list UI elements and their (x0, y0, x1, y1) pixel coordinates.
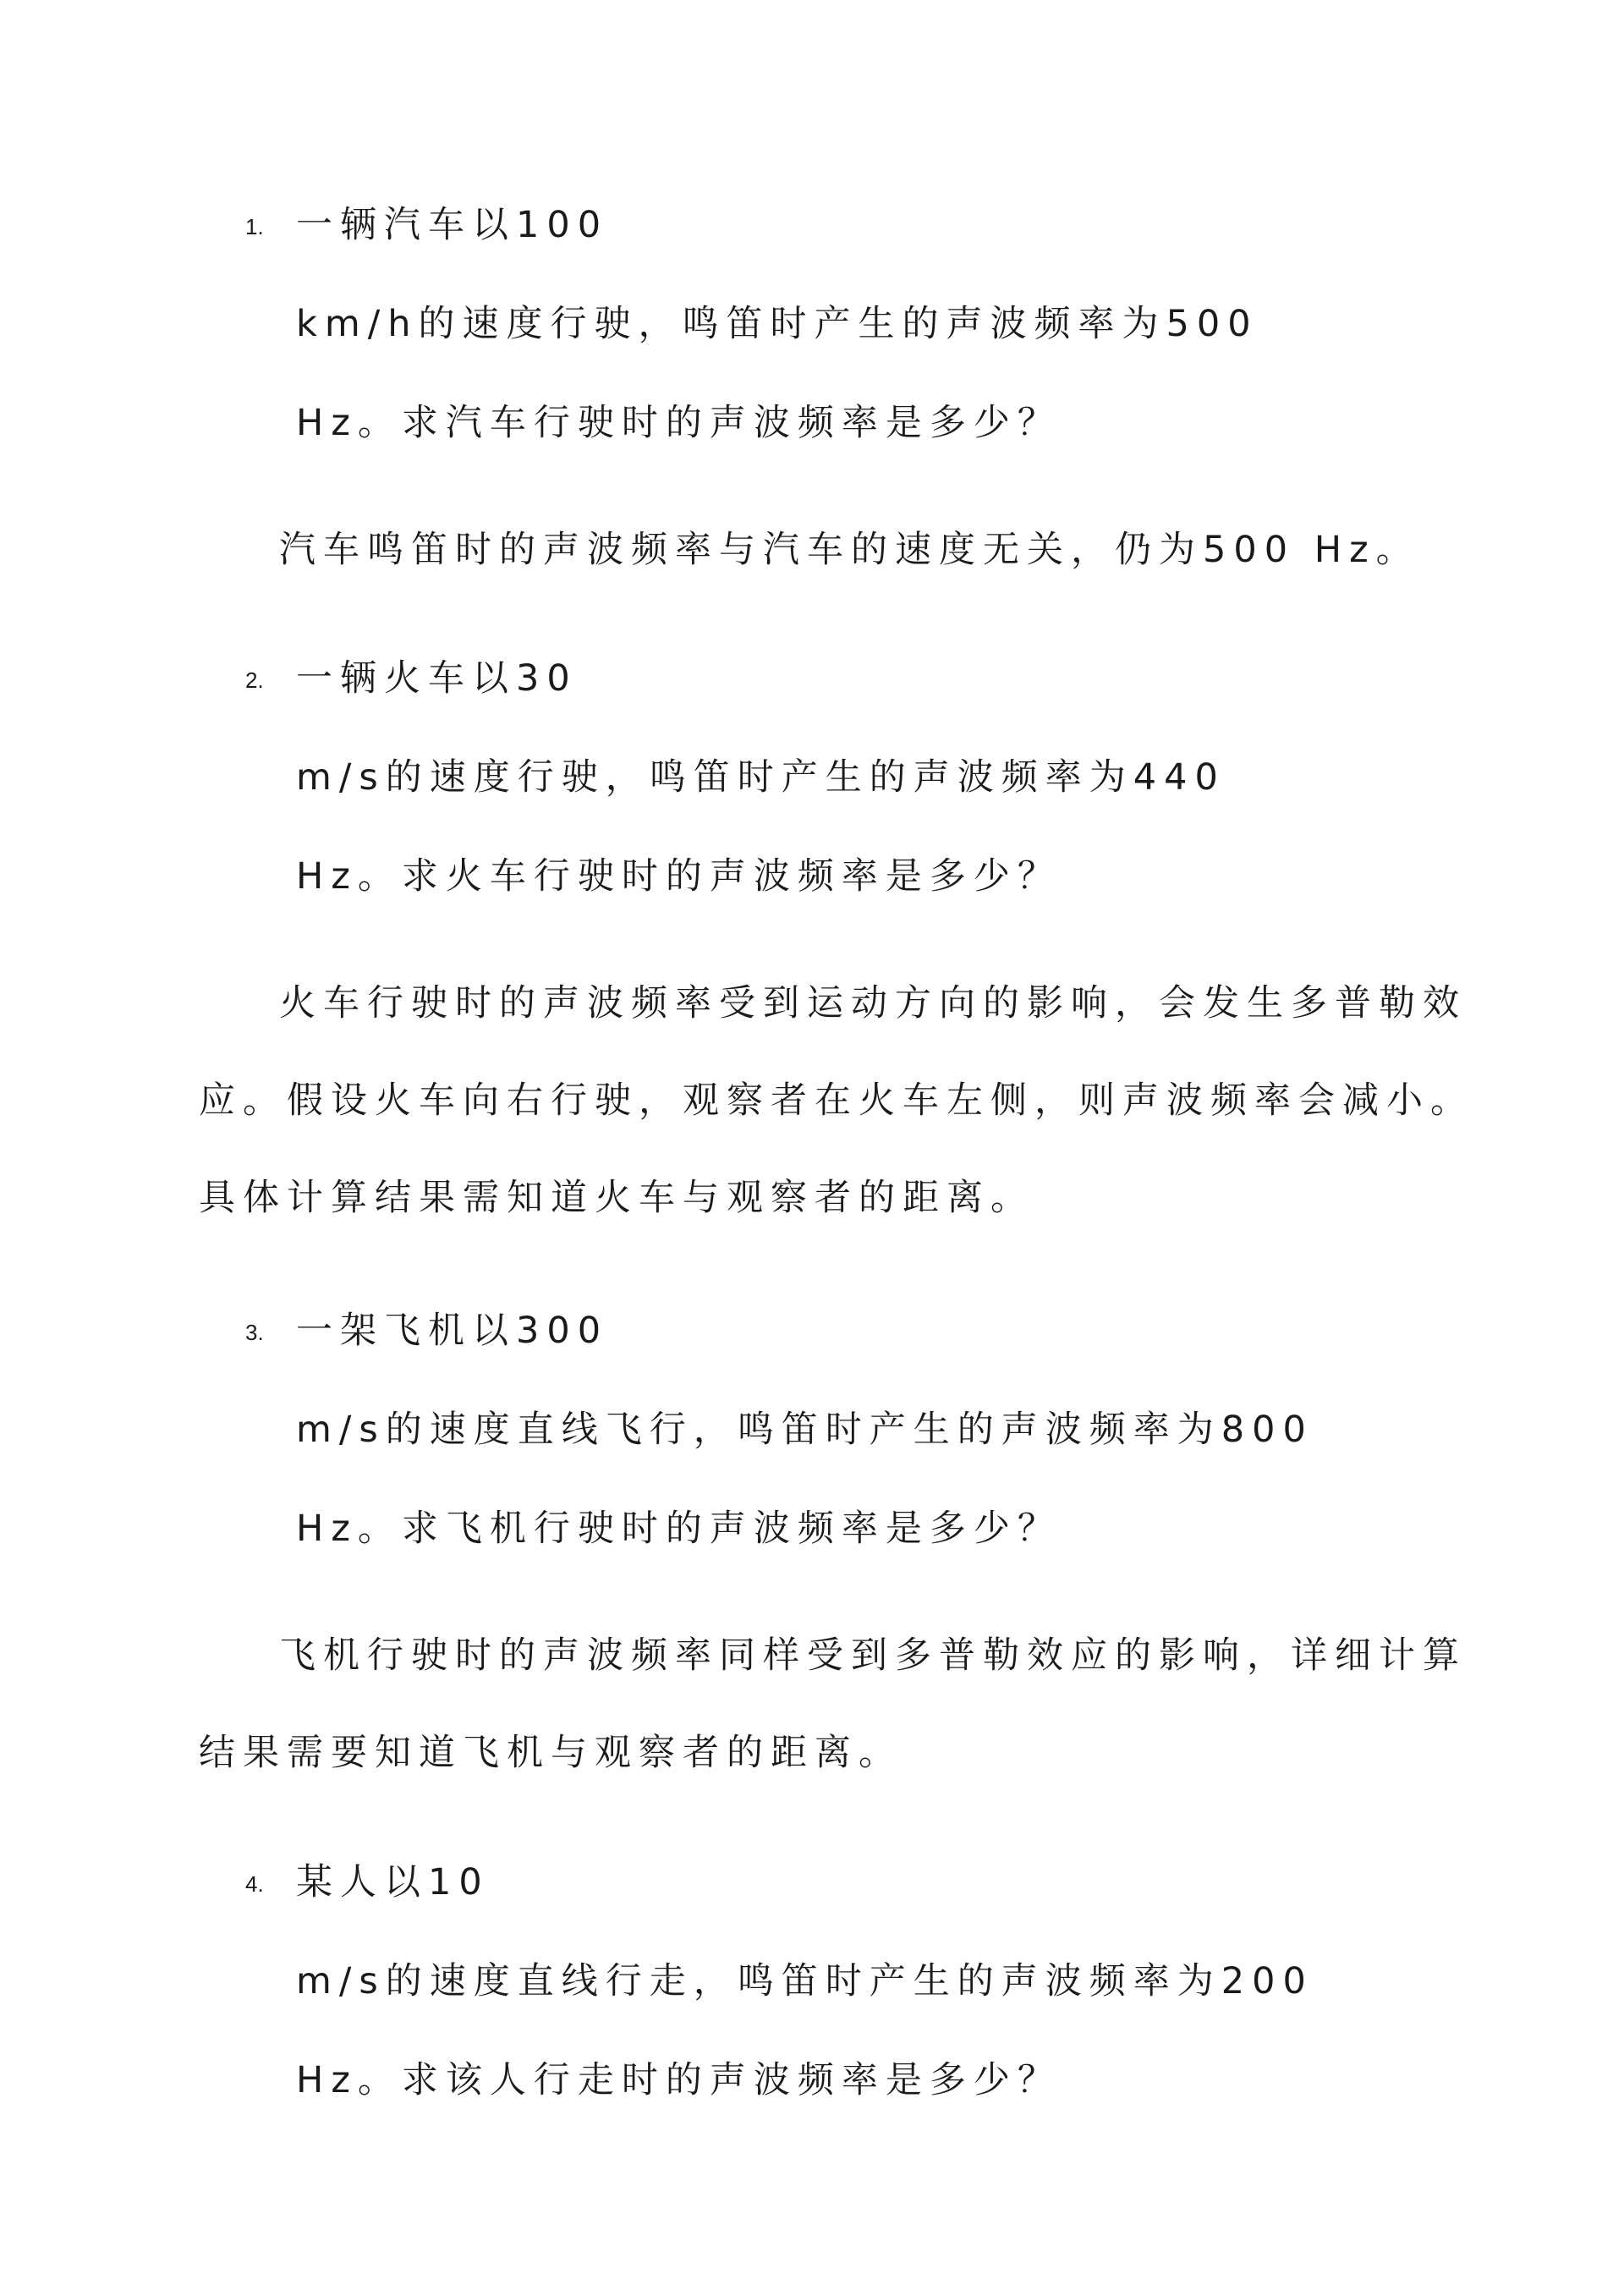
question-line: 某人以10 (296, 1861, 490, 1903)
answer-line: 结果需要知道飞机与观察者的距离。 (199, 1732, 903, 1774)
question-line: 一辆汽车以100 (296, 204, 609, 246)
question-number: 2. (245, 667, 264, 693)
question-number: 1. (245, 214, 264, 239)
question-number: 4. (245, 1871, 264, 1897)
question-line: m/s的速度直线飞行，鸣笛时产生的声波频率为800 (296, 1409, 1314, 1451)
answer-line: 具体计算结果需知道火车与观察者的距离。 (199, 1177, 1034, 1219)
answer-line: 汽车鸣笛时的声波频率与汽车的速度无关，仍为500 Hz。 (279, 529, 1420, 571)
question-line: 一辆火车以30 (296, 657, 578, 700)
answer-line: 飞机行驶时的声波频率同样受到多普勒效应的影响，详细计算 (279, 1634, 1467, 1677)
question-line: Hz。求汽车行驶时的声波频率是多少？ (296, 402, 1062, 444)
question-number: 3. (245, 1320, 264, 1345)
question-line: m/s的速度直线行走，鸣笛时产生的声波频率为200 (296, 1960, 1314, 2002)
question-line: m/s的速度行驶，鸣笛时产生的声波频率为440 (296, 756, 1226, 799)
question-line: Hz。求飞机行驶时的声波频率是多少？ (296, 1508, 1062, 1550)
question-line: Hz。求该人行走时的声波频率是多少？ (296, 2059, 1062, 2101)
question-line: km/h的速度行驶，鸣笛时产生的声波频率为500 (296, 303, 1259, 345)
question-line: 一架飞机以300 (296, 1310, 609, 1352)
question-line: Hz。求火车行驶时的声波频率是多少？ (296, 855, 1062, 898)
answer-line: 火车行驶时的声波频率受到运动方向的影响，会发生多普勒效 (279, 982, 1467, 1024)
answer-line: 应。假设火车向右行驶，观察者在火车左侧，则声波频率会减小。 (199, 1079, 1474, 1122)
